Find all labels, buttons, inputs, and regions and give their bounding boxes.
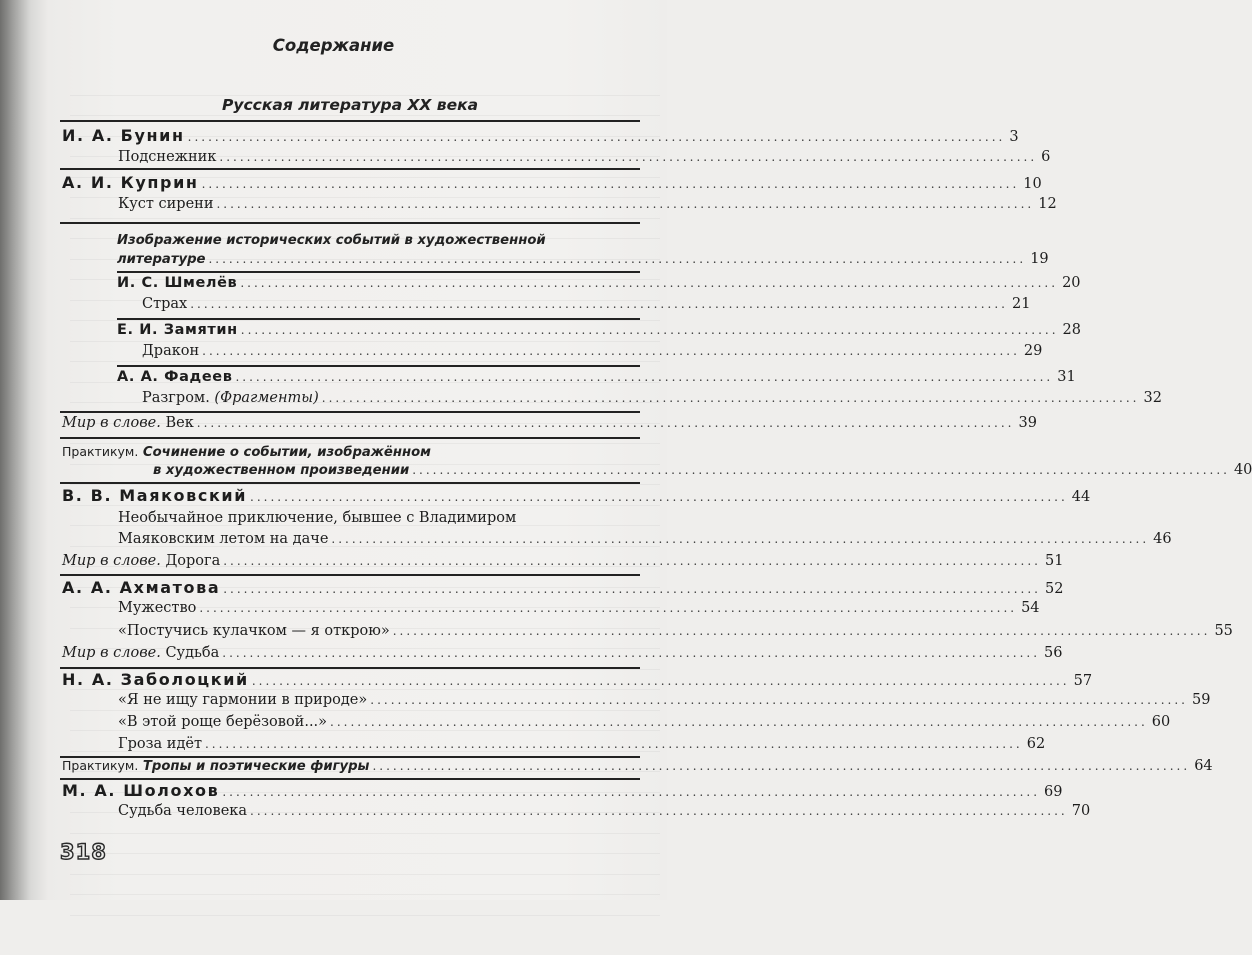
toc-entry-work[interactable]: Мужество ........................................................................................................................ 54 (118, 600, 1040, 616)
entry-page: 62 (1026, 736, 1046, 752)
entry-label: А. И. Куприн (62, 173, 199, 192)
entry-page: 51 (1044, 553, 1064, 569)
entry-page: 69 (1044, 784, 1063, 800)
entry-page: 46 (1153, 531, 1172, 547)
entry-page: 39 (1018, 415, 1037, 431)
entry-page: 20 (1062, 275, 1081, 291)
toc-entry-topic[interactable]: литературе ........................................................................................................................ 19 (117, 251, 1049, 267)
toc-entry-author[interactable]: И. А. Бунин ........................................................................................................................ 3 (62, 126, 1019, 145)
section-divider (60, 482, 640, 484)
entry-page: 32 (1143, 390, 1162, 406)
toc-entry-work[interactable]: Маяковским летом на даче ........................................................................................................................ 46 (118, 531, 1172, 547)
entry-label: Подснежник (118, 149, 217, 165)
toc-title: Содержание (272, 36, 395, 55)
entry-page: 52 (1044, 581, 1064, 597)
toc-entry-work[interactable]: «Я не ищу гармонии в природе» ........................................................................................................................ 59 (118, 692, 1211, 708)
entry-page: 10 (1023, 176, 1042, 192)
entry-label: Мужество (118, 600, 197, 616)
entry-label: Мир в слове. Век (62, 415, 194, 431)
entry-label: Маяковским летом на даче (118, 531, 329, 547)
entry-label: А. А. Ахматова (62, 578, 221, 597)
entry-label: «Я не ищу гармонии в природе» (118, 692, 368, 708)
entry-page: 60 (1151, 714, 1171, 730)
practicum-heading-line1: Практикум. Сочинение о событии, изображённом (62, 444, 431, 460)
entry-label: Страх (142, 296, 188, 312)
toc-entry-author[interactable]: А. А. Ахматова ........................................................................................................................ 52 (62, 578, 1064, 597)
toc-entry-work[interactable]: Подснежник ........................................................................................................................ 6 (118, 149, 1051, 165)
toc-entry-author[interactable]: М. А. Шолохов ........................................................................................................................ 69 (62, 781, 1063, 800)
section-divider (117, 271, 640, 273)
entry-page: 59 (1191, 692, 1211, 708)
entry-page: 40 (1233, 462, 1252, 478)
entry-page: 64 (1194, 758, 1213, 774)
work-title-line1: Необычайное приключение, бывшее с Владимиром (118, 510, 517, 526)
toc-entry-practicum[interactable]: в художественном произведении ........................................................................................................................ 40 (153, 462, 1252, 478)
section-divider (60, 574, 640, 576)
entry-label: В. В. Маяковский (62, 486, 248, 505)
toc-entry-author[interactable]: И. С. Шмелёв ........................................................................................................................ 20 (117, 275, 1081, 291)
entry-label: Дракон (142, 343, 200, 359)
entry-page: 70 (1071, 803, 1091, 819)
entry-label: Е. И. Замятин (117, 322, 238, 338)
toc-entry-work[interactable]: Дракон ........................................................................................................................ 29 (142, 343, 1043, 359)
toc-entry-work[interactable]: Страх ........................................................................................................................ 21 (142, 296, 1031, 312)
section-divider (60, 667, 640, 669)
entry-page: 31 (1057, 369, 1076, 385)
page-number: 318 (60, 840, 107, 864)
entry-label: литературе (117, 252, 206, 267)
entry-label: Мир в слове. Судьба (62, 645, 220, 661)
section-divider (60, 120, 640, 122)
toc-entry-author[interactable]: В. В. Маяковский ........................................................................................................................ 44 (62, 486, 1091, 505)
entry-page: 3 (1009, 129, 1019, 145)
entry-page: 28 (1062, 322, 1081, 338)
entry-label: Разгром. (Фрагменты) (142, 390, 319, 406)
entry-page: 21 (1011, 296, 1031, 312)
entry-page: 19 (1030, 251, 1049, 267)
section-divider (60, 411, 640, 413)
entry-page: 57 (1073, 673, 1093, 689)
toc-entry-author[interactable]: Н. А. Заболоцкий ........................................................................................................................ 57 (62, 670, 1093, 689)
toc-entry-author[interactable]: А. И. Куприн ........................................................................................................................ 10 (62, 173, 1042, 192)
toc-entry-work[interactable]: Гроза идёт ........................................................................................................................ 62 (118, 736, 1046, 752)
toc-entry-misc[interactable]: Мир в слове. Судьба ........................................................................................................................ 56 (62, 645, 1063, 661)
entry-page: 54 (1021, 600, 1040, 616)
section-divider (60, 437, 640, 439)
entry-page: 55 (1214, 623, 1233, 639)
entry-label: А. А. Фадеев (117, 369, 233, 385)
entry-label: И. А. Бунин (62, 126, 185, 145)
toc-entry-work[interactable]: «Постучись кулачком — я открою» ........................................................................................................................ 55 (118, 623, 1233, 639)
toc-entry-author[interactable]: А. А. Фадеев ........................................................................................................................ 31 (117, 369, 1076, 385)
toc-entry-misc[interactable]: Мир в слове. Век ........................................................................................................................ 39 (62, 415, 1037, 431)
entry-page: 56 (1044, 645, 1063, 661)
entry-page: 29 (1023, 343, 1043, 359)
section-divider (60, 222, 640, 224)
topic-heading-line1: Изображение исторических событий в художественной (117, 233, 546, 248)
entry-label: «Постучись кулачком — я открою» (118, 623, 390, 639)
toc-entry-misc[interactable]: Мир в слове. Дорога ........................................................................................................................ 51 (62, 553, 1064, 569)
section-divider (60, 778, 640, 780)
entry-label: Практикум. Тропы и поэтические фигуры (62, 758, 370, 774)
section-divider (117, 318, 640, 320)
entry-label: М. А. Шолохов (62, 781, 220, 800)
entry-label: Куст сирени (118, 196, 214, 212)
entry-label: Мир в слове. Дорога (62, 553, 221, 569)
toc-entry-practicum[interactable]: Практикум. Тропы и поэтические фигуры ........................................................................................................................ 64 (62, 758, 1213, 774)
toc-entry-work[interactable]: Судьба человека ........................................................................................................................ 70 (118, 803, 1091, 819)
section-title: Русская литература XX века (222, 96, 479, 114)
entry-label: «В этой роще берёзовой...» (118, 714, 328, 730)
entry-page: 44 (1071, 489, 1091, 505)
entry-label: в художественном произведении (153, 463, 410, 478)
entry-label: Н. А. Заболоцкий (62, 670, 249, 689)
entry-page: 6 (1041, 149, 1051, 165)
toc-entry-author[interactable]: Е. И. Замятин ........................................................................................................................ 28 (117, 322, 1081, 338)
toc-entry-work[interactable]: Куст сирени ........................................................................................................................ 12 (118, 196, 1057, 212)
toc-entry-work[interactable]: «В этой роще берёзовой...» ........................................................................................................................ 60 (118, 714, 1171, 730)
entry-label: И. С. Шмелёв (117, 275, 238, 291)
section-divider (60, 168, 640, 170)
entry-page: 12 (1038, 196, 1057, 212)
entry-label: Судьба человека (118, 803, 247, 819)
toc-entry-work[interactable]: Разгром. (Фрагменты) ........................................................................................................................ 32 (142, 390, 1162, 406)
section-divider (117, 365, 640, 367)
entry-label: Гроза идёт (118, 736, 202, 752)
